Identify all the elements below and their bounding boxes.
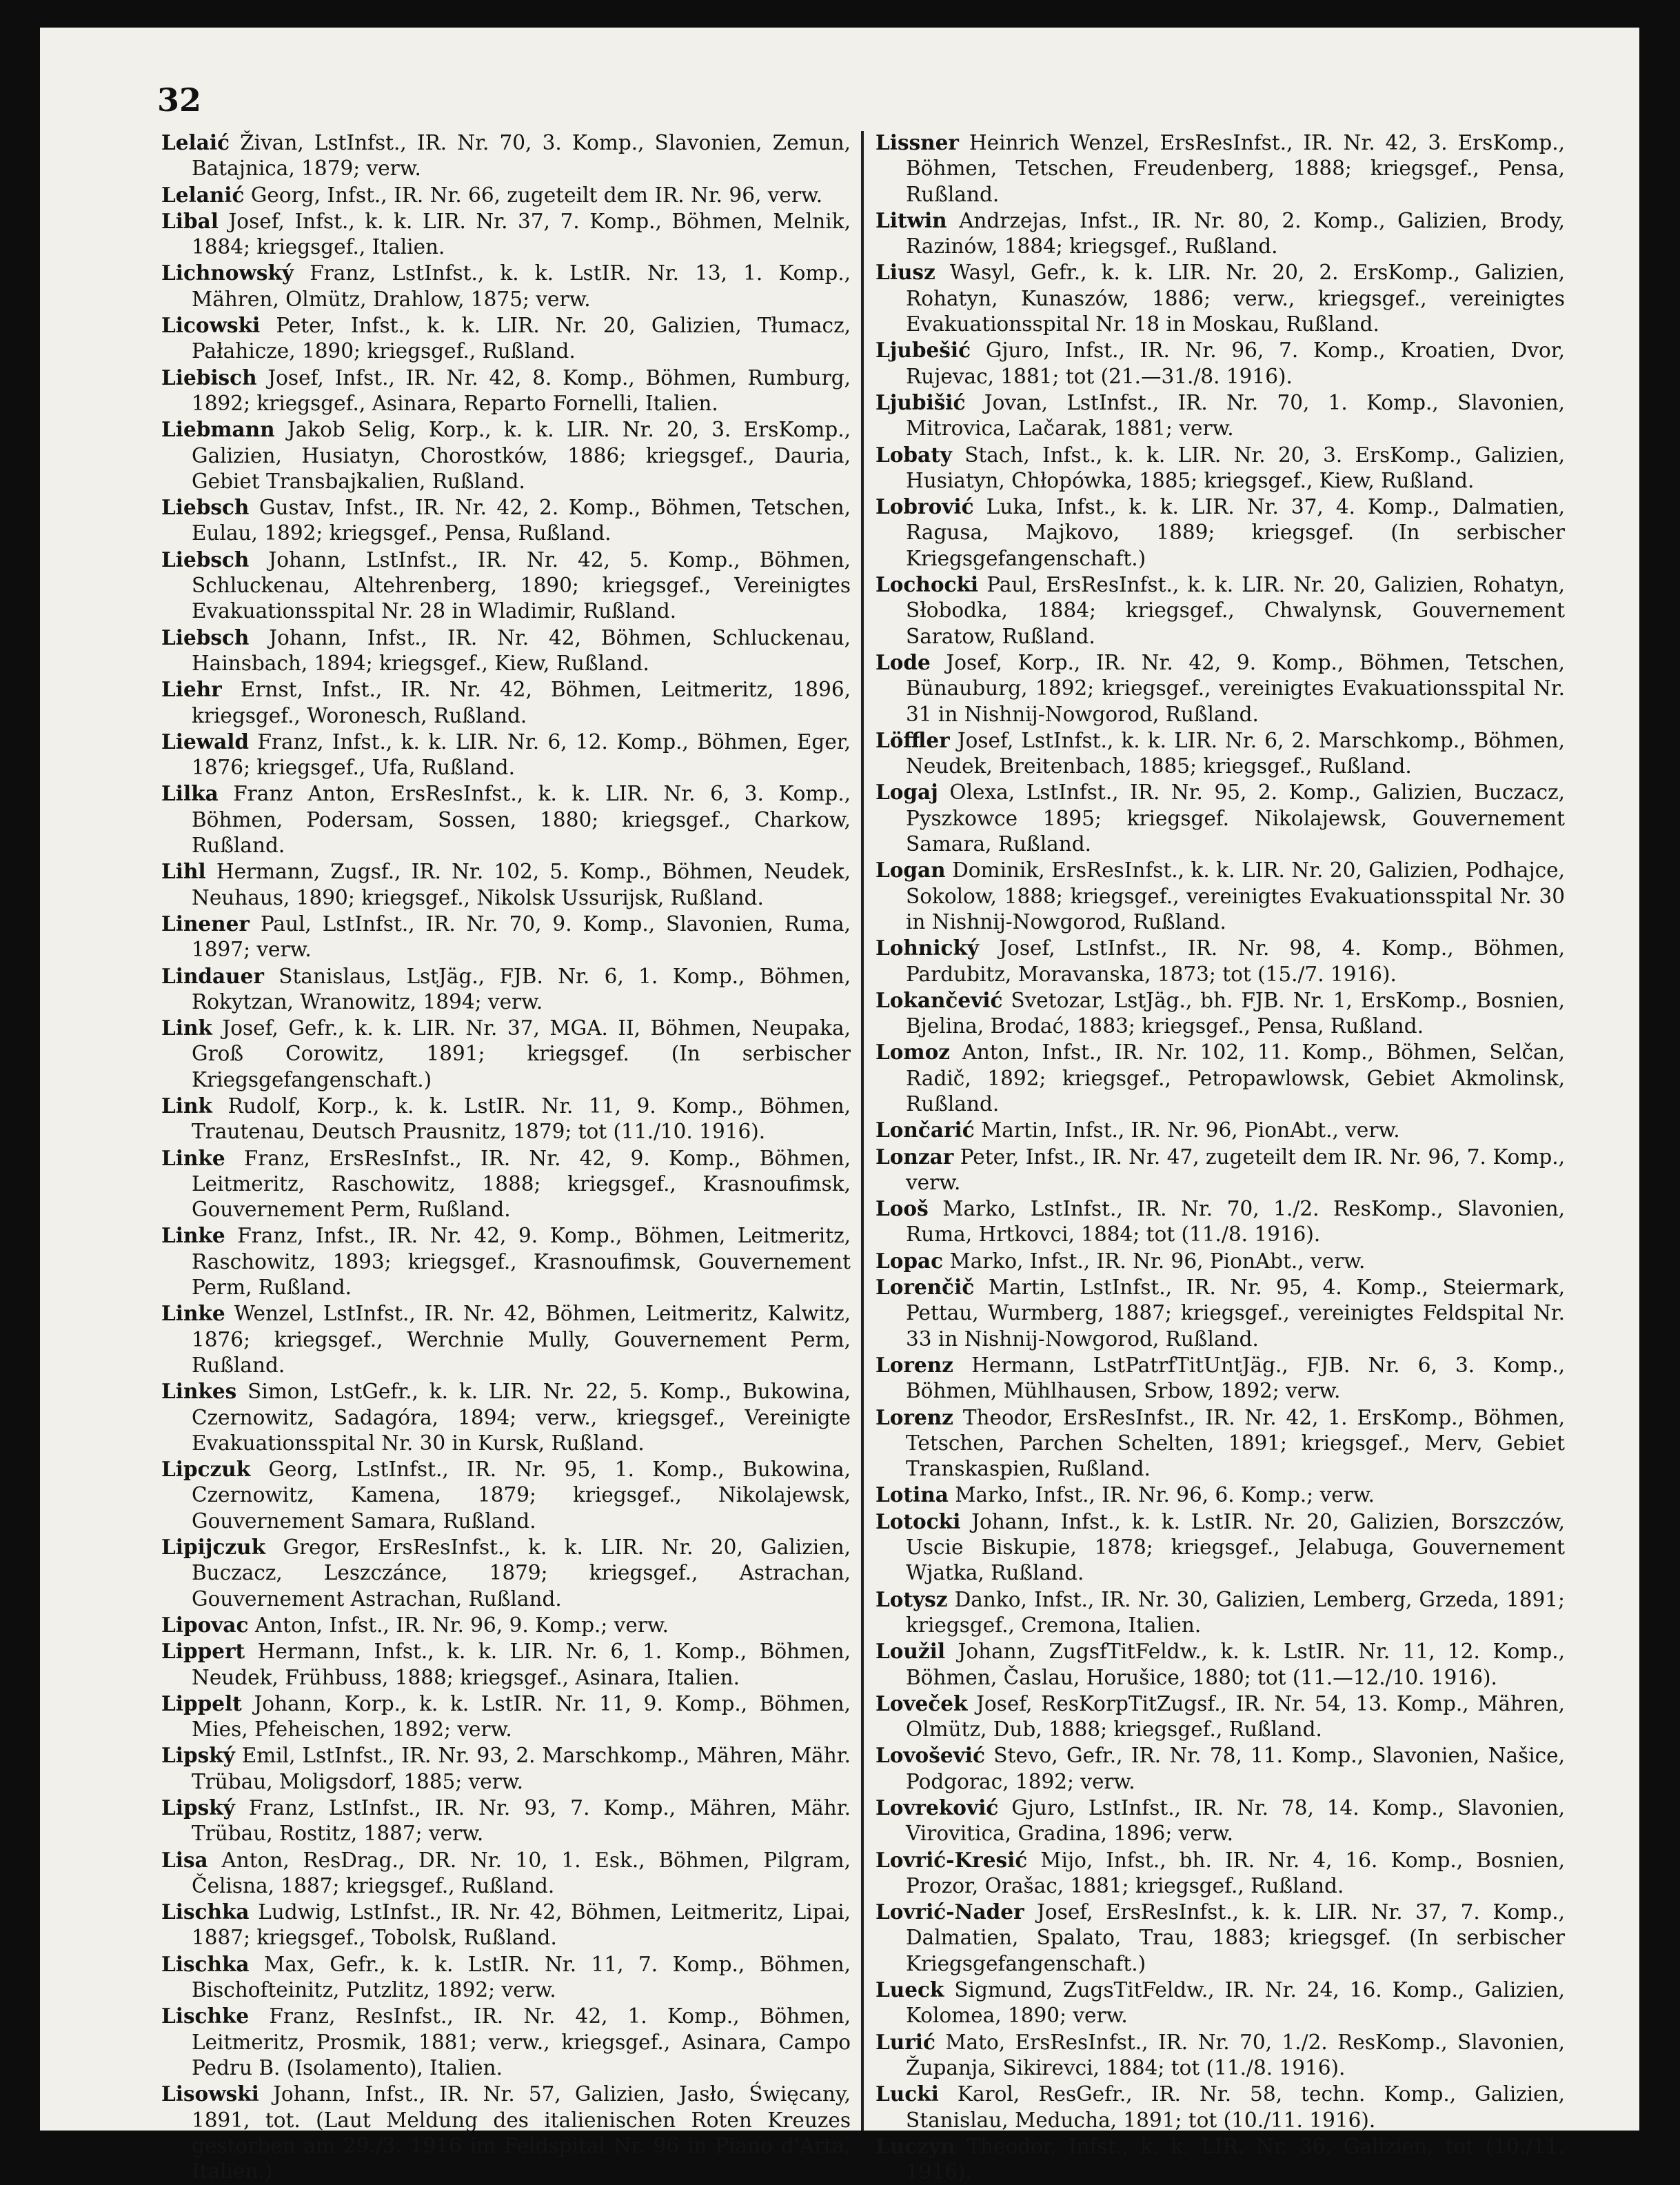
list-item: Licowski Peter, Infst., k. k. LIR. Nr. 20, Galizien, Tłumacz, Pałahicze, 1890; kriegsgef., Rußland. — [161, 313, 851, 363]
left-column — [161, 130, 851, 2184]
list-item: Linke Franz, Infst., IR. Nr. 42, 9. Komp., Böhmen, Leitmeritz, Raschowitz, 1893; kriegsgef., Krasnoufimsk, Gouvernement Perm, Rußland. — [161, 1223, 851, 1300]
list-item: Lissner Heinrich Wenzel, ErsResInfst., IR. Nr. 42, 3. ErsKomp., Böhmen, Tetschen, Freudenberg, 1888; kriegsgef., Pensa, Rußland. — [876, 130, 1565, 206]
list-item: Lomoz Anton, Infst., IR. Nr. 102, 11. Komp., Böhmen, Selčan, Radič, 1892; kriegsgef., Petropawlowsk, Gebiet Akmolinsk, Rußland. — [876, 1040, 1565, 1116]
list-item: Lovreković Gjuro, LstInfst., IR. Nr. 78, 14. Komp., Slavonien, Virovitica, Gradina, 1896; verw. — [876, 1795, 1565, 1846]
list-item: Lipský Franz, LstInfst., IR. Nr. 93, 7. Komp., Mähren, Mähr. Trübau, Rostitz, 1887; verw. — [161, 1795, 851, 1846]
list-item: Luczyn Theodor, Infst., k. k. LIR. Nr. 36, Galizien, tot (10./11. 1916). — [876, 2133, 1565, 2184]
list-item: Link Rudolf, Korp., k. k. LstIR. Nr. 11, 9. Komp., Böhmen, Trautenau, Deutsch Prausnitz, 1879; tot (11./10. 1916). — [161, 1093, 851, 1144]
list-item: Lipczuk Georg, LstInfst., IR. Nr. 95, 1. Komp., Bukowina, Czernowitz, Kamena, 1879; kriegsgef., Nikolajewsk, Gouvernement Samara, Rußland. — [161, 1457, 851, 1533]
list-item: Lorenz Theodor, ErsResInfst., IR. Nr. 42, 1. ErsKomp., Böhmen, Tetschen, Parchen Schelten, 1891; kriegsgef., Merv, Gebiet Transkaspien, Rußland. — [876, 1404, 1566, 1481]
list-item: Lobaty Stach, Infst., k. k. LIR. Nr. 20, 3. ErsKomp., Galizien, Husiatyn, Chłopówka, 1885; kriegsgef., Kiew, Rußland. — [876, 442, 1565, 492]
list-item: Lelaić Živan, LstInfst., IR. Nr. 70, 3. Komp., Slavonien, Zemun, Batajnica, 1879; verw. — [161, 130, 851, 181]
list-item: Lichnowský Franz, LstInfst., k. k. LstIR. Nr. 13, 1. Komp., Mähren, Olmütz, Drahlow, 1875; verw. — [161, 261, 851, 311]
list-item: Lochocki Paul, ErsResInfst., k. k. LIR. Nr. 20, Galizien, Rohatyn, Słobodka, 1884; kriegsgef., Chwalynsk, Gouvernement Saratow, Rußland. — [876, 572, 1565, 648]
list-item: Litwin Andrzejas, Infst., IR. Nr. 80, 2. Komp., Galizien, Brody, Razinów, 1884; kriegsgef., Rußland. — [876, 208, 1565, 259]
list-item: Lobrović Luka, Infst., k. k. LIR. Nr. 37, 4. Komp., Dalmatien, Ragusa, Majkovo, 1889; kriegsgef. (In serbischer Kriegsgefangenschaft.) — [876, 494, 1565, 570]
list-item: Liebisch Josef, Infst., IR. Nr. 42, 8. Komp., Böhmen, Rumburg, 1892; kriegsgef., Asinara, Reparto Fornelli, Italien. — [161, 365, 851, 415]
list-item: Linkes Simon, LstGefr., k. k. LIR. Nr. 22, 5. Komp., Bukowina, Czernowitz, Sadagóra, 1894; verw., kriegsgef., Vereinigte Evakuationsspital Nr. 30 in Kursk, Rußland. — [161, 1379, 851, 1455]
list-item: Lippert Hermann, Infst., k. k. LIR. Nr. 6, 1. Komp., Böhmen, Neudek, Frühbuss, 1888; kriegsgef., Asinara, Italien. — [161, 1639, 851, 1689]
list-item: Lischka Max, Gefr., k. k. LstIR. Nr. 11, 7. Komp., Böhmen, Bischofteinitz, Putzlitz, 1892; verw. — [161, 1951, 851, 2002]
list-item: Lischka Ludwig, LstInfst., IR. Nr. 42, Böhmen, Leitmeritz, Lipai, 1887; kriegsgef., Tobolsk, Rußland. — [161, 1900, 851, 1950]
list-item: Loužil Johann, ZugsfTitFeldw., k. k. LstIR. Nr. 11, 12. Komp., Böhmen, Časlau, Horušice, 1880; tot (11.—12./10. 1916). — [876, 1639, 1565, 1689]
list-item: Looš Marko, LstInfst., IR. Nr. 70, 1./2. ResKomp., Slavonien, Ruma, Hrtkovci, 1884; tot (11./8. 1916). — [876, 1196, 1565, 1247]
list-item: Lipský Emil, LstInfst., IR. Nr. 93, 2. Marschkomp., Mähren, Mähr. Trübau, Moligsdorf, 1885; verw. — [161, 1743, 851, 1793]
list-item: Lipijczuk Gregor, ErsResInfst., k. k. LIR. Nr. 20, Galizien, Buczacz, Leszczánce, 1879; kriegsgef., Astrachan, Gouvernement Astrachan, Rußland. — [161, 1535, 851, 1611]
list-item: Linener Paul, LstInfst., IR. Nr. 70, 9. Komp., Slavonien, Ruma, 1897; verw. — [161, 911, 851, 962]
list-item: Liusz Wasyl, Gefr., k. k. LIR. Nr. 20, 2. ErsKomp., Galizien, Rohatyn, Kunaszów, 1886; verw., kriegsgef., vereinigtes Evakuationsspital Nr. 18 in Moskau, Rußland. — [876, 260, 1565, 336]
list-item: Linke Franz, ErsResInfst., IR. Nr. 42, 9. Komp., Böhmen, Leitmeritz, Raschowitz, 1888; kriegsgef., Krasnoufimsk, Gouvernement Perm, Rußland. — [161, 1145, 851, 1222]
list-item: Liebsch Johann, LstInfst., IR. Nr. 42, 5. Komp., Böhmen, Schluckenau, Altehrenberg, 1890; kriegsgef., Vereinigtes Evakuationsspital Nr. 28 in Wladimir, Rußland. — [161, 547, 851, 623]
list-item: Lopac Marko, Infst., IR. Nr. 96, PionAbt., verw. — [876, 1248, 1366, 1273]
list-item: Lohnický Josef, LstInfst., IR. Nr. 98, 4. Komp., Böhmen, Pardubitz, Moravanska, 1873; tot (15./7. 1916). — [876, 936, 1565, 986]
list-item: Lokančević Svetozar, LstJäg., bh. FJB. Nr. 1, ErsKomp., Bosnien, Bjelina, Brodać, 1883; kriegsgef., Pensa, Rußland. — [876, 987, 1565, 1038]
list-item: Lode Josef, Korp., IR. Nr. 42, 9. Komp., Böhmen, Tetschen, Bünauburg, 1892; kriegsgef., vereinigtes Evakuationsspital Nr. 31 in Nishnij-Nowgorod, Rußland. — [876, 650, 1565, 726]
list-item: Loveček Josef, ResKorpTitZugsf., IR. Nr. 54, 13. Komp., Mähren, Olmütz, Dub, 1888; kriegsgef., Rußland. — [876, 1691, 1565, 1742]
column-divider — [861, 131, 864, 2131]
list-item: Ljubešić Gjuro, Infst., IR. Nr. 96, 7. Komp., Kroatien, Dvor, Rujevac, 1881; tot (21.—31./8. 1916). — [876, 338, 1565, 388]
list-item: Lorenz Hermann, LstPatrfTitUntJäg., FJB. Nr. 6, 3. Komp., Böhmen, Mühlhausen, Srbow, 1892; verw. — [876, 1352, 1565, 1403]
list-item: Ljubišić Jovan, LstInfst., IR. Nr. 70, 1. Komp., Slavonien, Mitrovica, Lačarak, 1881; verw. — [876, 390, 1565, 441]
list-item: Libal Josef, Infst., k. k. LIR. Nr. 37, 7. Komp., Böhmen, Melnik, 1884; kriegsgef., Italien. — [161, 208, 851, 259]
list-item: Löffler Josef, LstInfst., k. k. LIR. Nr. 6, 2. Marschkomp., Böhmen, Neudek, Breitenbach, 1885; kriegsgef., Rußland. — [876, 727, 1565, 778]
page-number: 32 — [157, 81, 202, 119]
list-item: Lurić Mato, ErsResInfst., IR. Nr. 70, 1./2. ResKomp., Slavonien, Županja, Sikirevci, 1884; tot (11./8. 1916). — [876, 2029, 1565, 2080]
list-item: Liehr Ernst, Infst., IR. Nr. 42, Böhmen, Leitmeritz, 1896, kriegsgef., Woronesch, Rußland. — [161, 677, 851, 727]
list-item: Liewald Franz, Infst., k. k. LIR. Nr. 6, 12. Komp., Böhmen, Eger, 1876; kriegsgef., Ufa, Rußland. — [161, 729, 851, 780]
list-item: Lilka Franz Anton, ErsResInfst., k. k. LIR. Nr. 6, 3. Komp., Böhmen, Podersam, Sossen, 1880; kriegsgef., Charkow, Rußland. — [161, 781, 851, 858]
list-item: Liebmann Jakob Selig, Korp., k. k. LIR. Nr. 20, 3. ErsKomp., Galizien, Husiatyn, Chorostków, 1886; kriegsgef., Dauria, Gebiet Transbajkalien, Rußland. — [161, 417, 851, 493]
list-item: Lipovac Anton, Infst., IR. Nr. 96, 9. Komp.; verw. — [161, 1612, 669, 1637]
right-column — [876, 130, 1565, 2185]
list-item: Lorenčič Martin, LstInfst., IR. Nr. 95, 4. Komp., Steiermark, Pettau, Wurmberg, 1887; kriegsgef., vereinigtes Feldspital Nr. 33 in Nishnij-Nowgorod, Rußland. — [876, 1275, 1565, 1351]
list-item: Linke Wenzel, LstInfst., IR. Nr. 42, Böhmen, Leitmeritz, Kalwitz, 1876; kriegsgef., Werchnie Mully, Gouvernement Perm, Rußland. — [161, 1301, 851, 1377]
list-item: Lucki Karol, ResGefr., IR. Nr. 58, techn. Komp., Galizien, Stanislau, Meducha, 1891; tot (10./11. 1916). — [876, 2082, 1565, 2132]
list-item: Logan Dominik, ErsResInfst., k. k. LIR. Nr. 20, Galizien, Podhajce, Sokolow, 1888; kriegsgef., vereinigtes Evakuationsspital Nr. 30 in Nishnij-Nowgorod, Rußland. — [876, 858, 1565, 934]
list-item: Lonzar Peter, Infst., IR. Nr. 47, zugeteilt dem IR. Nr. 96, 7. Komp., verw. — [876, 1144, 1565, 1194]
list-item: Lotysz Danko, Infst., IR. Nr. 30, Galizien, Lemberg, Grzeda, 1891; kriegsgef., Cremona, Italien. — [876, 1587, 1565, 1637]
list-item: Liebsch Johann, Infst., IR. Nr. 42, Böhmen, Schluckenau, Hainsbach, 1894; kriegsgef., Kiew, Rußland. — [161, 625, 851, 675]
document-page — [40, 28, 1639, 2184]
list-item: Lelanić Georg, Infst., IR. Nr. 66, zugeteilt dem IR. Nr. 96, verw. — [161, 182, 823, 207]
list-item: Lueck Sigmund, ZugsTitFeldw., IR. Nr. 24, 16. Komp., Galizien, Kolomea, 1890; verw. — [876, 1977, 1565, 2028]
list-item: Lisa Anton, ResDrag., DR. Nr. 10, 1. Esk., Böhmen, Pilgram, Čelisna, 1887; kriegsgef., Rußland. — [161, 1847, 851, 1897]
list-item: Lotocki Johann, Infst., k. k. LstIR. Nr. 20, Galizien, Borszczów, Uscie Biskupie, 1878; kriegsgef., Jelabuga, Gouvernement Wjatka, Rußland. — [876, 1509, 1565, 1585]
list-item: Liebsch Gustav, Infst., IR. Nr. 42, 2. Komp., Böhmen, Tetschen, Eulau, 1892; kriegsgef., Pensa, Rußland. — [161, 495, 851, 545]
list-item: Lovošević Stevo, Gefr., IR. Nr. 78, 11. Komp., Slavonien, Našice, Podgorac, 1892; verw. — [876, 1743, 1565, 1793]
list-item: Lihl Hermann, Zugsf., IR. Nr. 102, 5. Komp., Böhmen, Neudek, Neuhaus, 1890; kriegsgef., Nikolsk Ussurijsk, Rußland. — [161, 859, 851, 909]
list-item: Link Josef, Gefr., k. k. LIR. Nr. 37, MGA. II, Böhmen, Neupaka, Groß Corowitz, 1891; kriegsgef. (In serbischer Kriegsgefangenschaft.) — [161, 1016, 851, 1091]
list-item: Lisowski Johann, Infst., IR. Nr. 57, Galizien, Jasło, Święcany, 1891, tot. (Laut Meldung des italienischen Roten Kreuzes gestorben am 29./3. 1916 im Feldspital Nr. 96 in Piano d'Arta, Italien.) — [161, 2082, 851, 2184]
list-item: Lischke Franz, ResInfst., IR. Nr. 42, 1. Komp., Böhmen, Leitmeritz, Prosmik, 1881; verw., kriegsgef., Asinara, Campo Pedru B. (Isolamento), Italien. — [161, 2004, 851, 2080]
list-item: Lotina Marko, Infst., IR. Nr. 96, 6. Komp.; verw. — [876, 1482, 1375, 1507]
list-item: Lovrić-Kresić Mijo, Infst., bh. IR. Nr. 4, 16. Komp., Bosnien, Prozor, Orašac, 1881; kriegsgef., Rußland. — [876, 1847, 1565, 1897]
list-item: Lovrić-Nader Josef, ErsResInfst., k. k. LIR. Nr. 37, 7. Komp., Dalmatien, Spalato, Trau, 1883; kriegsgef. (In serbischer Kriegsgefangenschaft.) — [876, 1900, 1565, 1975]
list-item: Lippelt Johann, Korp., k. k. LstIR. Nr. 11, 9. Komp., Böhmen, Mies, Pfeheischen, 1892; verw. — [161, 1691, 851, 1742]
list-item: Lončarić Martin, Infst., IR. Nr. 96, PionAbt., verw. — [876, 1118, 1400, 1142]
list-item: Lindauer Stanislaus, LstJäg., FJB. Nr. 6, 1. Komp., Böhmen, Rokytzan, Wranowitz, 1894; verw. — [161, 963, 851, 1014]
list-item: Logaj Olexa, LstInfst., IR. Nr. 95, 2. Komp., Galizien, Buczacz, Pyszkowce 1895; kriegsgef. Nikolajewsk, Gouvernement Samara, Rußland. — [876, 780, 1565, 856]
